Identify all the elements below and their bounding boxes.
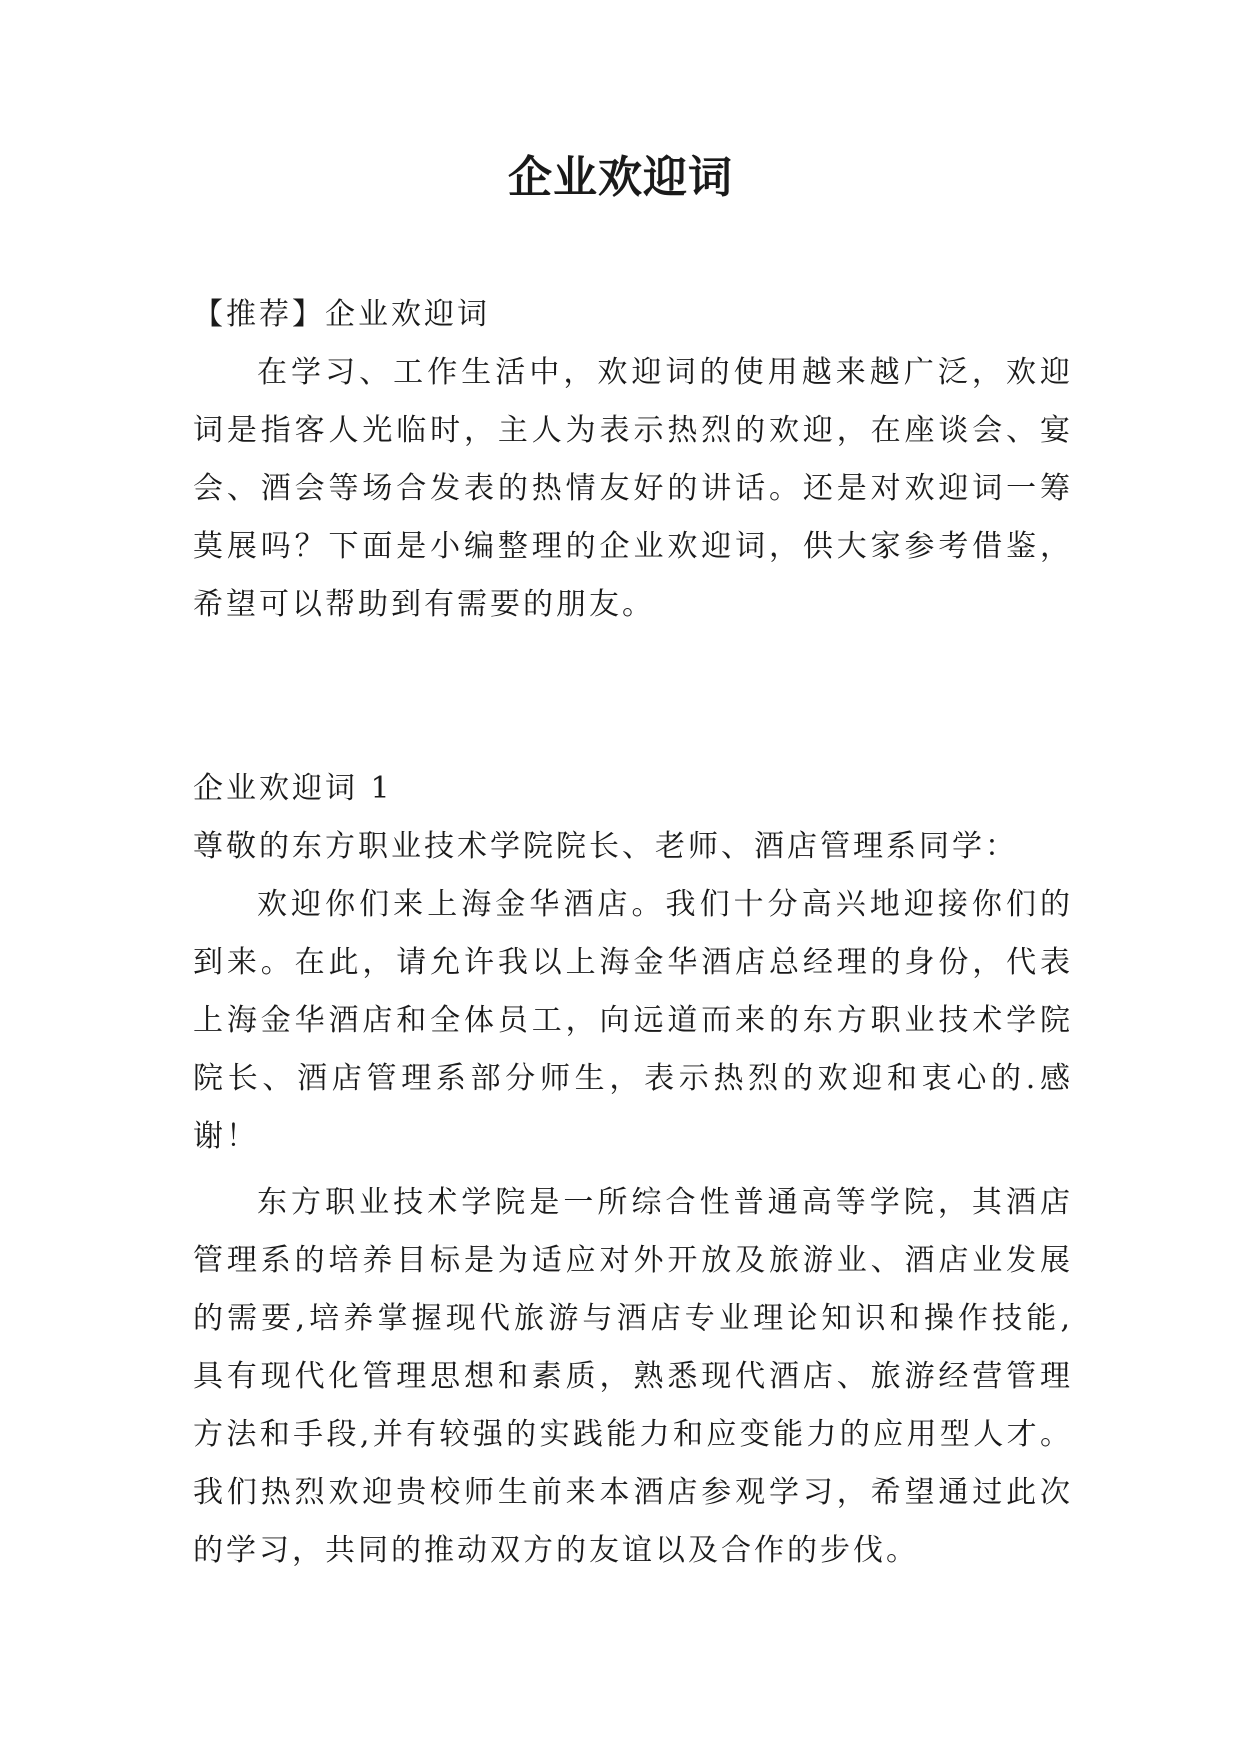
section-1-heading: 企业欢迎词 1	[193, 771, 393, 806]
document-title: 企业欢迎词	[508, 152, 733, 203]
intro-section	[193, 286, 1073, 634]
section-1	[193, 760, 1073, 1580]
section-1-paragraph-1: 欢迎你们来上海金华酒店。我们十分高兴地迎接你们的到来。在此，请允许我以上海金华酒店总经理的身份，代表上海金华酒店和全体员工，向远道而来的东方职业技术学院院长、酒店管理系部分师生，表示热烈的欢迎和衷心的.感谢！	[193, 887, 1073, 1154]
section-1-paragraph-2: 东方职业技术学院是一所综合性普通高等学院，其酒店管理系的培养目标是为适应对外开放及旅游业、酒店业发展的需要,培养掌握现代旅游与酒店专业理论知识和操作技能,具有现代化管理思想和素质，熟悉现代酒店、旅游经营管理方法和手段,并有较强的实践能力和应变能力的应用型人才。我们热烈欢迎贵校师生前来本酒店参观学习，希望通过此次的学习，共同的推动双方的友谊以及合作的步伐。	[193, 1185, 1073, 1568]
intro-heading: 【推荐】企业欢迎词	[193, 297, 490, 332]
section-1-salutation: 尊敬的东方职业技术学院院长、老师、酒店管理系同学：	[193, 829, 1018, 864]
intro-paragraph: 在学习、工作生活中，欢迎词的使用越来越广泛，欢迎词是指客人光临时，主人为表示热烈的欢迎，在座谈会、宴会、酒会等场合发表的热情友好的讲话。还是对欢迎词一筹莫展吗？下面是小编整理的企业欢迎词，供大家参考借鉴，希望可以帮助到有需要的朋友。	[193, 355, 1073, 622]
